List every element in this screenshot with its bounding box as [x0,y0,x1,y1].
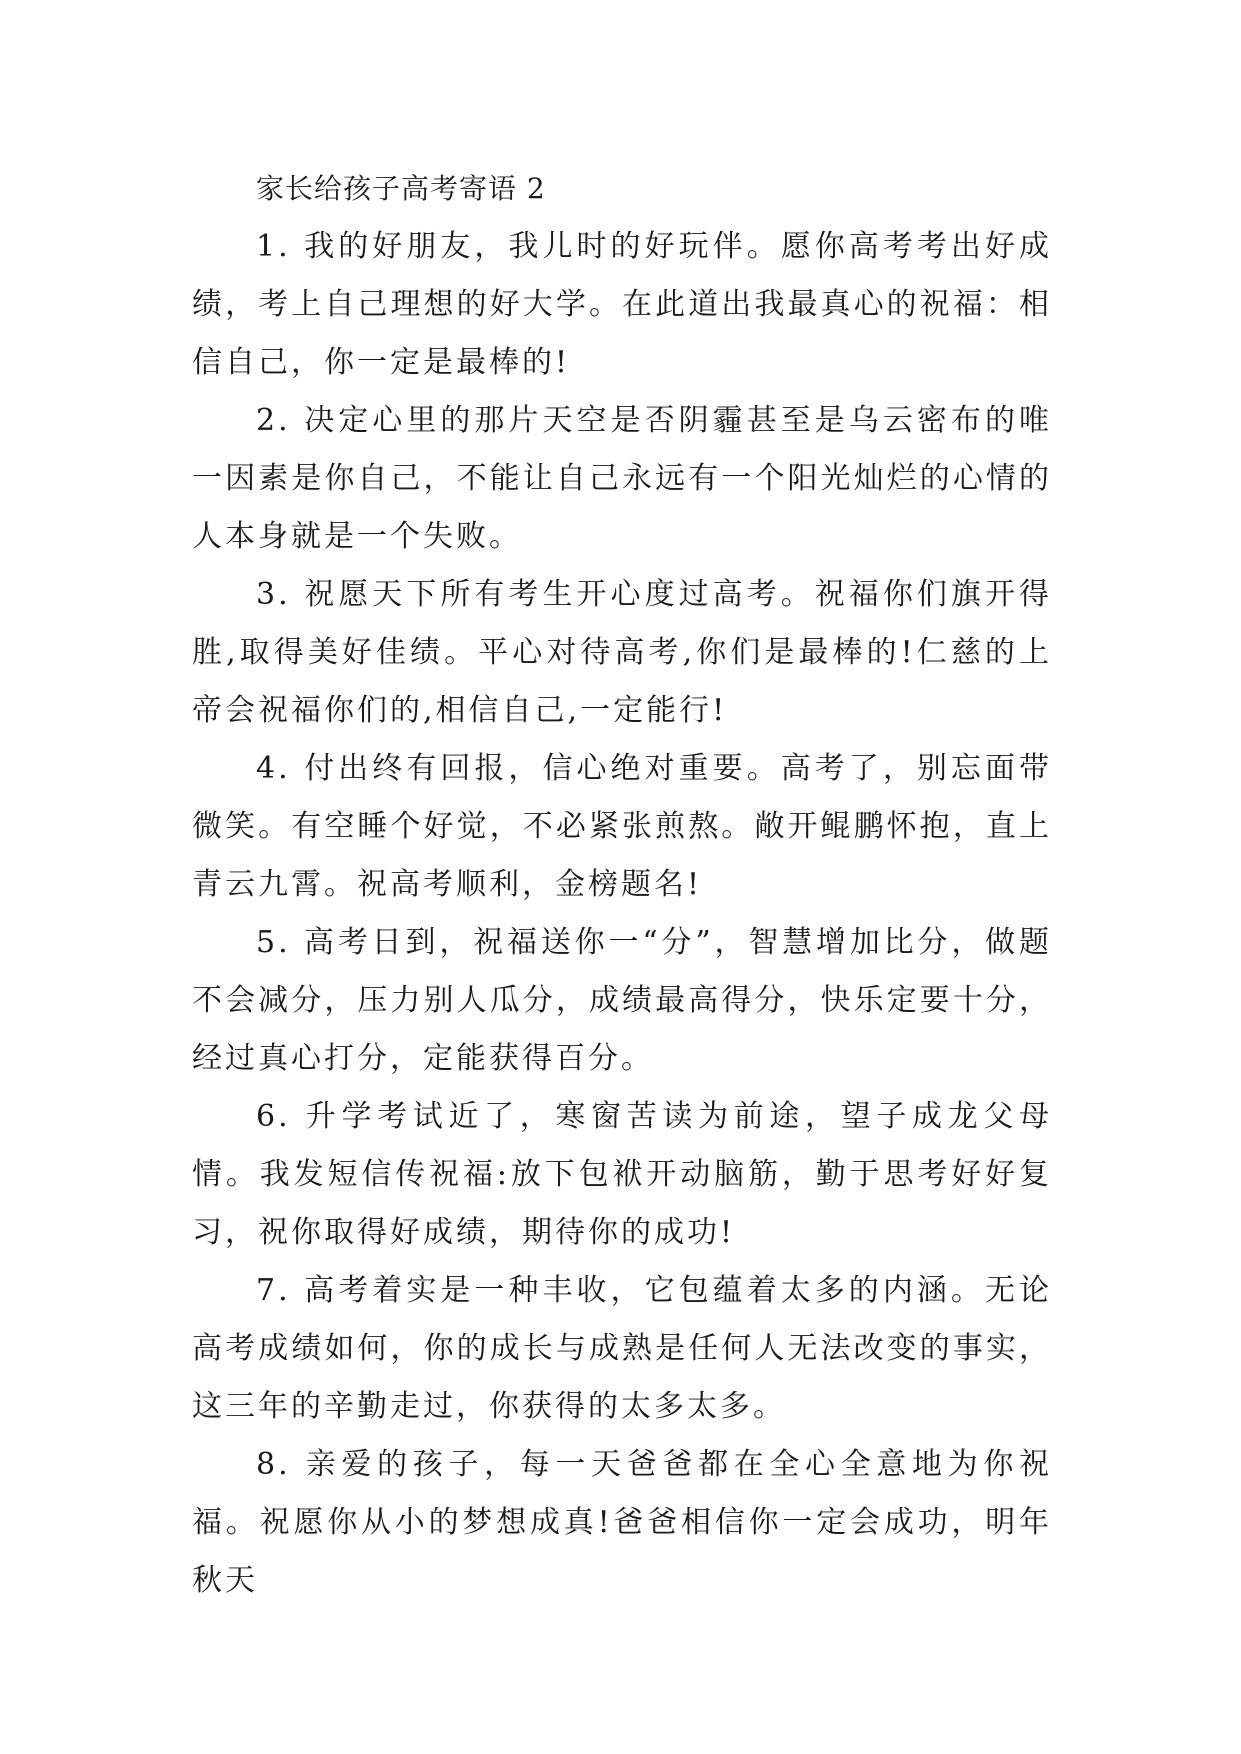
document-page [192,160,1052,1610]
item-text-line: 信自己，你一定是最棒的! [192,345,571,380]
blessing-item [192,740,1052,914]
item-text-line: 帝会祝福你们的,相信自己,一定能行! [192,693,728,728]
item-number: 1. [256,229,305,264]
item-number: 2. [256,403,305,438]
item-text-line: 我的好朋友，我儿时的好玩伴。愿你高考考出好成 [304,229,1052,264]
blessing-item [192,1088,1052,1262]
item-text-line: 我发短信传祝福:放下包袱开动脑筋，勤于思考好好复习， [192,1157,1053,1250]
item-text-line: 不会减分，压力别人瓜分，成绩最高得分，快乐定要十分， [192,983,1052,1018]
item-text-line: 决定心里的那片天空是否阴霾甚至是乌云密布的唯 [304,403,1052,438]
item-number: 8. [256,1447,306,1482]
blessing-item [192,914,1052,1088]
blessing-item [192,1262,1052,1436]
item-text-line: 一因素是你自己，不能让自己永远有一个阳光灿烂的心情的 [192,461,1052,496]
item-text-line: 人本身就是一个失败。 [192,519,522,554]
document-title: 家长给孩子高考寄语 2 [256,172,546,205]
item-text-line: 青云九霄。祝高考顺利，金榜题名! [192,867,703,902]
item-text-line: 高考日到，祝福送你一“分”，智慧增加比分，做题 [304,925,1052,960]
item-number: 5. [256,925,304,960]
item-text-line: 这三年的辛勤走过，你获得的太多太多。 [192,1389,786,1424]
blessing-item [192,1436,1052,1610]
item-text-line: 祝你取得好成绩，期待你的成功! [258,1215,736,1250]
item-text-line: 亲爱的孩子，每一天爸爸都在全心全意地为你祝福。 [192,1447,1052,1540]
blessing-item [192,566,1052,740]
blessing-list [192,218,1052,1610]
item-number: 6. [256,1099,306,1134]
item-text-line: 胜,取得美好佳绩。平心对待高考,你们是最棒的!仁慈的上 [192,635,1052,670]
item-text-line: 高考成绩如何，你的成长与成熟是任何人无法改变的事实， [192,1331,1052,1366]
item-text-line: 绩，考上自己理想的好大学。在此道出我最真心的祝福：相 [192,287,1052,322]
item-text-line: 升学考试近了，寒窗苦读为前途，望子成龙父母情。 [192,1099,1052,1192]
item-text-line: 经过真心打分，定能获得百分。 [192,1041,654,1076]
blessing-item [192,392,1052,566]
item-number: 4. [256,751,305,786]
blessing-item [192,218,1052,392]
item-number: 7. [256,1273,305,1308]
item-text-line: 付出终有回报，信心绝对重要。高考了，别忘面带 [304,751,1052,786]
item-text-line: 高考着实是一种丰收，它包蕴着太多的内涵。无论 [304,1273,1052,1308]
item-text-line: 微笑。有空睡个好觉，不必紧张煎熬。敞开鲲鹏怀抱，直上 [192,809,1052,844]
item-text-line: 祝愿你从小的梦想成真!爸爸相信你一定会成功，明年秋天 [192,1505,1053,1598]
item-text-line: 祝愿天下所有考生开心度过高考。祝福你们旗开得 [304,577,1052,612]
item-number: 3. [256,577,305,612]
